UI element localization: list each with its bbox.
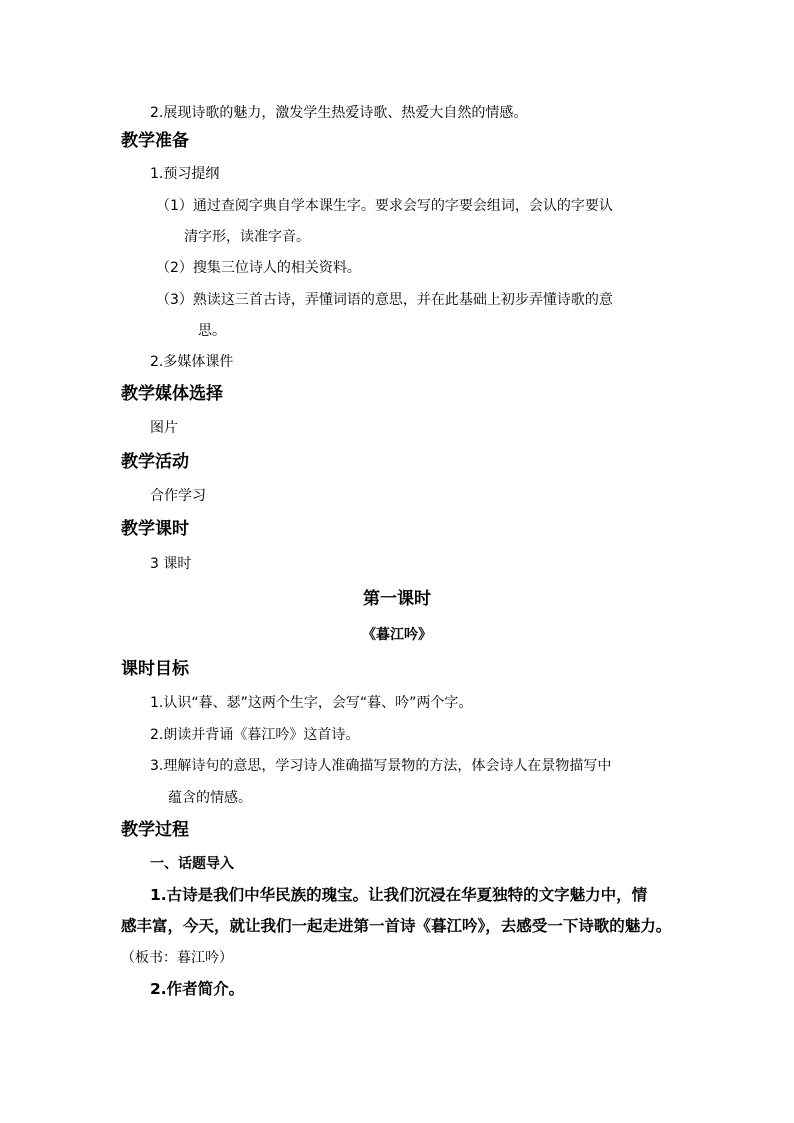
section-heading-preparation: 教学准备 <box>121 131 189 151</box>
lesson-subtitle: 《暮江吟》 <box>362 627 432 643</box>
section-heading-hours: 教学课时 <box>121 519 189 539</box>
process-paragraph-1-line-2: 感丰富，今天，就让我们一起走进第一首诗《暮江吟》，去感受一下诗歌的魅力。 <box>121 917 672 935</box>
prep-sub-3-line-1: （3）熟读这三首古诗，弄懂词语的意思，并在此基础上初步弄懂诗歌的意 <box>156 292 613 308</box>
board-note: （板书：暮江吟） <box>121 950 233 966</box>
goal-3-line-1: 3.理解诗句的意思，学习诗人准确描写景物的方法，体会诗人在景物描写中 <box>150 758 612 774</box>
goal-item-2: 2.展现诗歌的魅力，激发学生热爱诗歌、热爱大自然的情感。 <box>150 105 528 121</box>
process-paragraph-2: 2.作者简介。 <box>150 980 245 998</box>
prep-item-1: 1.预习提纲 <box>150 166 220 182</box>
activity-value: 合作学习 <box>150 488 206 504</box>
hours-value: 3 课时 <box>150 556 192 572</box>
prep-sub-1-line-1: （1）通过查阅字典自学本课生字。要求会写的字要会组词，会认的字要认 <box>156 198 613 214</box>
process-paragraph-1-line-1: 1.古诗是我们中华民族的瑰宝。让我们沉浸在华夏独特的文字魅力中，情 <box>150 886 648 904</box>
section-heading-goals: 课时目标 <box>121 659 189 679</box>
process-section-1: 一、话题导入 <box>150 856 234 872</box>
section-heading-activity: 教学活动 <box>121 452 189 472</box>
prep-item-2: 2.多媒体课件 <box>150 354 234 370</box>
goal-1: 1.认识“暮、瑟”这两个生字，会写“暮、吟”两个字。 <box>150 695 473 711</box>
section-heading-process: 教学过程 <box>121 820 189 840</box>
goal-2: 2.朗读并背诵《暮江吟》这首诗。 <box>150 727 360 743</box>
prep-sub-2: （2）搜集三位诗人的相关资料。 <box>156 260 361 276</box>
lesson-title: 第一课时 <box>363 589 431 609</box>
goal-3-line-2: 蕴含的情感。 <box>168 790 252 806</box>
section-heading-media: 教学媒体选择 <box>121 384 223 404</box>
prep-sub-1-line-2: 清字形，读准字音。 <box>184 229 310 245</box>
media-value: 图片 <box>150 420 178 436</box>
prep-sub-3-line-2: 思。 <box>198 323 226 339</box>
